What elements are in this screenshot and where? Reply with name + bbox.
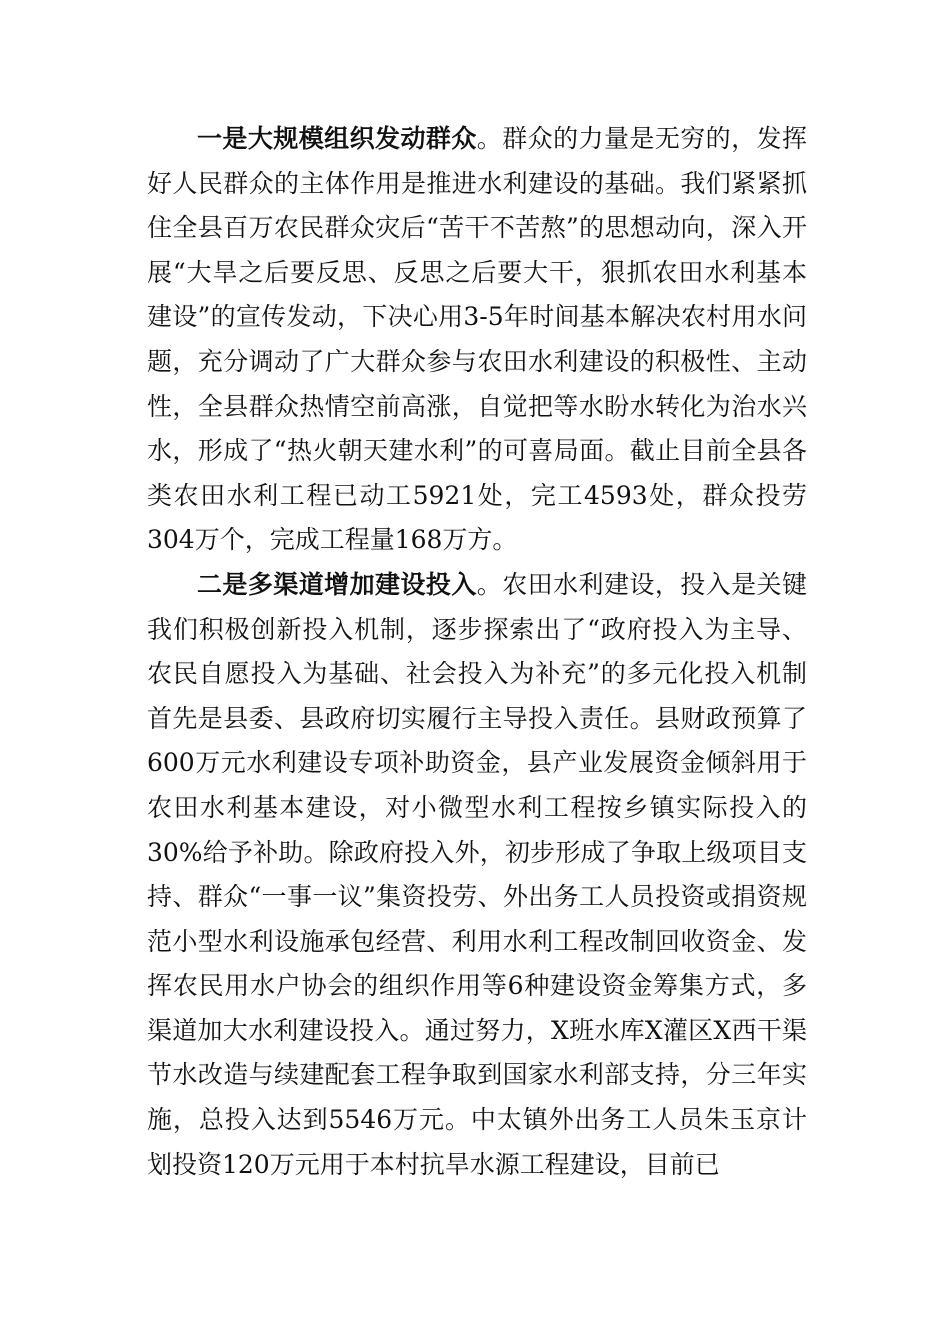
paragraph-1-body: 。群众的力量是无穷的，发挥好人民群众的主体作用是推进水利建设的基础。我们紧紧抓住全县百万农民群众灾后“苦干不苦熬”的思想动向，深入开展“大旱之后要反思、反思之后要大干，狠抓农田水利基本建设”的宣传发动，下决心用3-5年时间基本解决农村用水问题，充分调动了广大群众参与农田水利建设的积极性、主动性，全县群众热情空前高涨，自觉把等水盼水转化为治水兴水，形成了“热火朝天建水利”的可喜局面。截止目前全县各类农田水利工程已动工5921处，完工4593处，群众投劳304万个，完成工程量168万方。 [147,124,807,555]
paragraph-1-lead: 一是大规模组织发动群众 [197,124,477,153]
paragraph-2 [147,563,807,1187]
paragraph-2-lead: 二是多渠道增加建设投入 [197,569,477,599]
paragraph-2-body: 。农田水利建设，投入是关键我们积极创新投入机制，逐步探索出了“政府投入为主导、农民自愿投入为基础、社会投入为补充”的多元化投入机制首先是县委、县政府切实履行主导投入责任。县财政预算了600万元水利建设专项补助资金，县产业发展资金倾斜用于农田水利基本建设，对小微型水利工程按乡镇实际投入的30%给予补助。除政府投入外，初步形成了争取上级项目支持、群众“一事一议”集资投劳、外出务工人员投资或捐资规范小型水利设施承包经营、利用水利工程改制回收资金、发挥农民用水户协会的组织作用等6种建设资金筹集方式，多渠道加大水利建设投入。通过努力，X班水库X灌区X西干渠节水改造与续建配套工程争取到国家水利部支持，分三年实施，总投入达到5546万元。中太镇外出务工人员朱玉京计划投资120万元用于本村抗旱水源工程建设，目前已 [147,569,807,1179]
document-body [147,117,807,1187]
paragraph-1 [147,117,807,563]
